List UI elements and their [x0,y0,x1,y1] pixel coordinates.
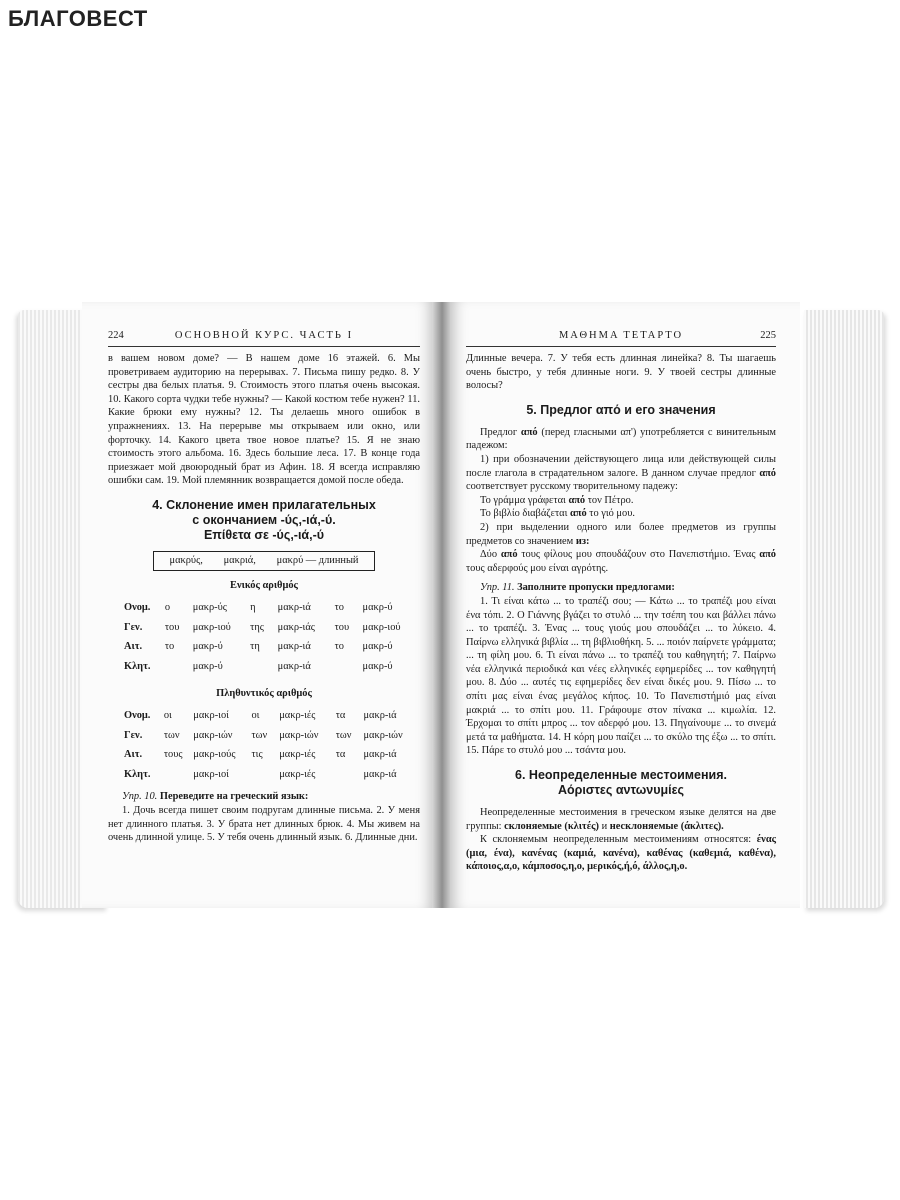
plural-cell-n-art [336,765,364,785]
exercise10-label: Упр. 10. [122,791,158,803]
section4-title [108,498,420,543]
s5-ex3-bold2: από [759,549,776,561]
s5-paragraph2 [466,453,776,494]
plural-cell-m: μακρ-ιών [193,729,233,741]
s5-paragraph1 [466,426,776,453]
s5-ex2-b: το γιό μου. [589,508,635,520]
right-running-head [466,330,776,347]
s6-p1-b: и [601,820,608,832]
section4-title-line1: 4. Склонение имен прилагательных [152,497,376,512]
plural-cell-f-art [251,765,279,785]
s5-p1-bold: από [520,426,538,438]
exercise10-title: Переведите на греческий язык: [159,791,309,803]
left-top-paragraph: в вашем новом доме? — В нашем доме 16 этажей. 6. Мы проветриваем аудиторию на перерывах. 7. Письма пишу редко. 8. У сестры два белых платья. 9. Стоимость этого платья очень высокая. 10. Какого сорта чудки тебе нужны? — Какой костюм тебе нужен? 11. Какие брюки ему нужны? 12. Ты делаешь много ошибок в упражнениях. 13. На перерыве мы открываем или окно, или форточку. 14. Какого цвета твое новое платье? 15. Я не знаю стоимость этого альбома. 16. Здесь большие леса. 17. В конце года приезжает мой двоюродный брат из Афин. 18. Я всегда исправляю ошибки сам. 19. Мой племянник возвращается домой после обеда. [108,353,420,487]
right-running-title: ΜΑΘΗΜΑ ΤΕΤΑΡΤΟ [558,330,684,341]
plural-cell-m: μακρ-ιούς [193,749,236,761]
plural-cell-n: μακρ-ιά [363,768,397,780]
singular-cell-m: μακρ-ύς [192,602,227,614]
singular-cell-case: Ονομ. [124,602,151,614]
singular-cell-n-art: το [334,641,344,653]
singular-row [124,598,420,618]
book-page-edges-right [804,310,884,908]
plural-cell-n-art: τα [335,749,346,761]
open-book [18,292,884,912]
s5-ex2-a: Το βιβλίο διαβάζεται [480,508,568,520]
left-page-number: 224 [108,330,124,341]
plural-cell-n: μακρ-ιά [363,710,397,722]
plural-cell-m: μακρ-ιοί [193,710,229,722]
framed-example: μακρύς, μακριά, μακρύ — длинный [153,551,375,571]
singular-cell-m-art [165,657,193,677]
singular-table [124,598,420,676]
section6-title [466,768,776,798]
singular-cell-m-art: ο [164,602,171,614]
s6-paragraph2 [466,833,776,874]
s6-paragraph1 [466,806,776,833]
section4-title-line2: с окончанием -ύς,-ιά,-ύ. [192,512,336,527]
singular-cell-f: μακρ-ιά [277,641,311,653]
s5-p2-text: 1) при обозначении действующего лица или действующей силы после глагола в страдательном залоге. В данном случае предлог [466,453,776,479]
singular-cell-f-art: τη [250,641,260,653]
singular-cell-n: μακρ-ύ [362,660,393,672]
plural-heading: Πληθυντικός αριθμός [216,687,312,699]
right-top-paragraph: Длинные вечера. 7. У тебя есть длинная линейка? 8. Ты шагаешь очень быстро, у тебя длинные ноги. 9. У твоей сестры длинные волосы? [466,353,776,392]
singular-cell-n: μακρ-ιού [362,621,401,633]
singular-heading: Ενικός αριθμός [230,579,298,591]
left-running-head [108,330,420,347]
singular-cell-f: μακρ-ιάς [277,621,315,633]
plural-table [124,706,420,784]
plural-cell-case: Γεν. [124,729,143,741]
singular-cell-case: Κλητ. [124,660,151,672]
plural-cell-m-art: των [163,729,180,741]
plural-cell-case: Αιτ. [124,749,143,761]
s5-ex3-b: τους φίλους μου σπουδάζουν στο Πανεπιστήμιο. Ένας [521,549,756,561]
plural-row [124,706,420,726]
s5-ex1-b: τον Πέτρο. [587,494,634,506]
s5-example3 [466,548,776,575]
plural-cell-f-art: των [251,729,268,741]
section4-title-line3: Επίθετα σε -ύς,-ιά,-ύ [203,527,325,542]
s5-ex3-c: τους αδερφούς μου είναι αγρότης. [466,562,609,574]
section6-title-line2: Αόριστες αντωνυμίες [557,783,685,798]
s6-p2-a: К склоняемым неопределенным местоимениям относятся: [480,834,752,846]
s5-p3-bold: из: [575,535,590,547]
exercise11-heading [466,581,776,595]
right-page-content [466,352,776,874]
plural-row [124,745,420,765]
plural-cell-f: μακρ-ιές [279,768,316,780]
plural-row [124,765,420,785]
s5-example2 [466,507,776,521]
plural-cell-case: Ονομ. [124,710,151,722]
s6-p2-bold: ένας (μια, ένα), κανένας (καμιά, κανένα), καθένας (καθεμιά, καθένα), κάποιος,α,ο, κάμποσος,η,ο, μερικός,ή,ό, άλλος,η,ο. [466,834,776,873]
exercise10-text: 1. Дочь всегда пишет своим подругам длинные письма. 2. У меня нет длинного платья. 3. У брата нет длинных брюк. 4. Мы живем на очень длинной улице. 5. У тебя очень длинный язык. 6. Длинные дни. [108,805,420,844]
s5-ex1-a: Το γράμμα γράφεται [480,494,566,506]
plural-cell-f-art: τις [251,749,263,761]
plural-cell-m-art [164,765,193,785]
singular-cell-n: μακρ-ύ [362,641,393,653]
s5-p1-text-b: (перед гласными απ') употребляется с винительным падежом: [466,426,776,452]
s5-paragraph3 [466,521,776,548]
s6-p1-bold2: несклоняемые (άκλιτες). [609,820,724,832]
plural-cell-n: μακρ-ιά [363,749,397,761]
exercise11-text: 1. Τι είναι κάτω ... το τραπέζι σου; — Κάτω ... το τραπέζι μου είναι ένα τόπι. 2. Ο Γιάννης βγάζει το στυλό ... την τσέπη του και βάλλει πάνω ... το τραπέζι. 3. Ένας ... τους γιούς μου σπουδάζει ... το λύκειο. 4. Παίρνω ελληνικά βιβλία ... τη βιβλιοθήκη. 5. ... ποιόν παίρνετε γράμματα; ... τη φίλη μου. 6. Τι είναι πάνω ... το τραπέζι του καθηγητή; 7. Παίρνω νέα ελληνικά περιοδικά και νέες ελληνικές εφημερίδες ... τον καθηγητή μου. 8. Δύο ... αυτές τις εφημερίδες δεν είναι δικές μου. 9. Πίσω ... το σπίτι μας είναι ένας μεγάλος κήπος. 10. Το Πανεπιστήμιό μας είναι μακριά ... το σπίτι μου. 11. Γράφουμε στον πίνακα ... κιμωλία. 12. Έρχομαι το σπίτι μπρος ... τον αδερφό μου. 13. Πηγαίνουμε ... το σινεμά μετά τα μαθήματα. 14. Η κόρη μου παίζει ... το σκύλο της έξω ... το σπίτι. 15. Πάρε το στυλό μου ... τσάντα μου. [466,595,776,757]
plural-row [124,726,420,746]
singular-cell-f: μακρ-ιά [277,602,311,614]
book-gutter [432,302,452,908]
singular-cell-f: μακρ-ιά [277,660,311,672]
s5-ex3-a: Δύο [480,549,498,561]
right-page-number: 225 [760,330,776,341]
left-page [82,302,434,908]
singular-cell-case: Γεν. [124,621,143,633]
singular-cell-m: μακρ-ιού [192,621,231,633]
left-running-title: ОСНОВНОЙ КУРС. ЧАСТЬ I [174,330,354,341]
plural-cell-f: μακρ-ιών [279,729,319,741]
plural-cell-f: μακρ-ιές [279,749,316,761]
singular-cell-n-art: το [334,602,344,614]
plural-cell-f-art: οι [251,710,260,722]
s5-p3-text: 2) при выделении одного или более предметов из группы предметов со значением [466,521,776,547]
exercise11-label: Упр. 11. [480,582,515,594]
left-page-content [108,352,420,845]
exercise10-heading [108,790,420,804]
singular-cell-n-art: του [334,621,350,633]
singular-cell-m: μακρ-ύ [192,641,223,653]
singular-cell-n-art [335,657,363,677]
right-page [450,302,800,908]
singular-cell-f-art: της [250,621,264,633]
plural-cell-n: μακρ-ιών [363,729,403,741]
s5-ex1-bold: από [568,494,586,506]
singular-row [124,618,420,638]
exercise11-title: Заполните пропуски предлогами: [517,582,675,594]
section5-title: 5. Предлог από и его значения [526,402,716,417]
singular-row [124,637,420,657]
s5-example1 [466,494,776,508]
plural-cell-case: Κλητ. [124,768,151,780]
watermark-logo: БЛАГОВЕСТ [8,6,148,31]
s5-ex2-bold: από [569,508,587,520]
s6-p1-bold: склоняемые (κλιτές) [504,820,599,832]
singular-row [124,657,420,677]
singular-cell-m-art: του [164,621,180,633]
plural-cell-n-art: τα [335,710,346,722]
s5-p2-text-b: соответствует русскому творительному падежу: [466,481,678,493]
singular-cell-m: μακρ-ύ [192,660,223,672]
section6-title-line1: 6. Неопределенные местоимения. [515,768,727,783]
plural-cell-m-art: οι [163,710,172,722]
s5-p1-text-a: Предлог [480,426,518,438]
plural-cell-m-art: τους [163,749,183,761]
plural-cell-f: μακρ-ιές [279,710,316,722]
plural-cell-m: μακρ-ιοί [193,768,229,780]
s5-ex3-bold1: από [500,549,518,561]
singular-cell-f-art: η [250,602,256,614]
plural-cell-n-art: των [335,729,352,741]
singular-cell-m-art: το [164,641,175,653]
singular-cell-n: μακρ-ύ [362,602,393,614]
s5-p2-bold: από [759,467,776,479]
s6-p1-a: Неопределенные местоимения в греческом языке делятся на две группы: [466,807,776,832]
singular-cell-case: Αιτ. [124,641,143,653]
singular-cell-f-art [250,657,278,677]
